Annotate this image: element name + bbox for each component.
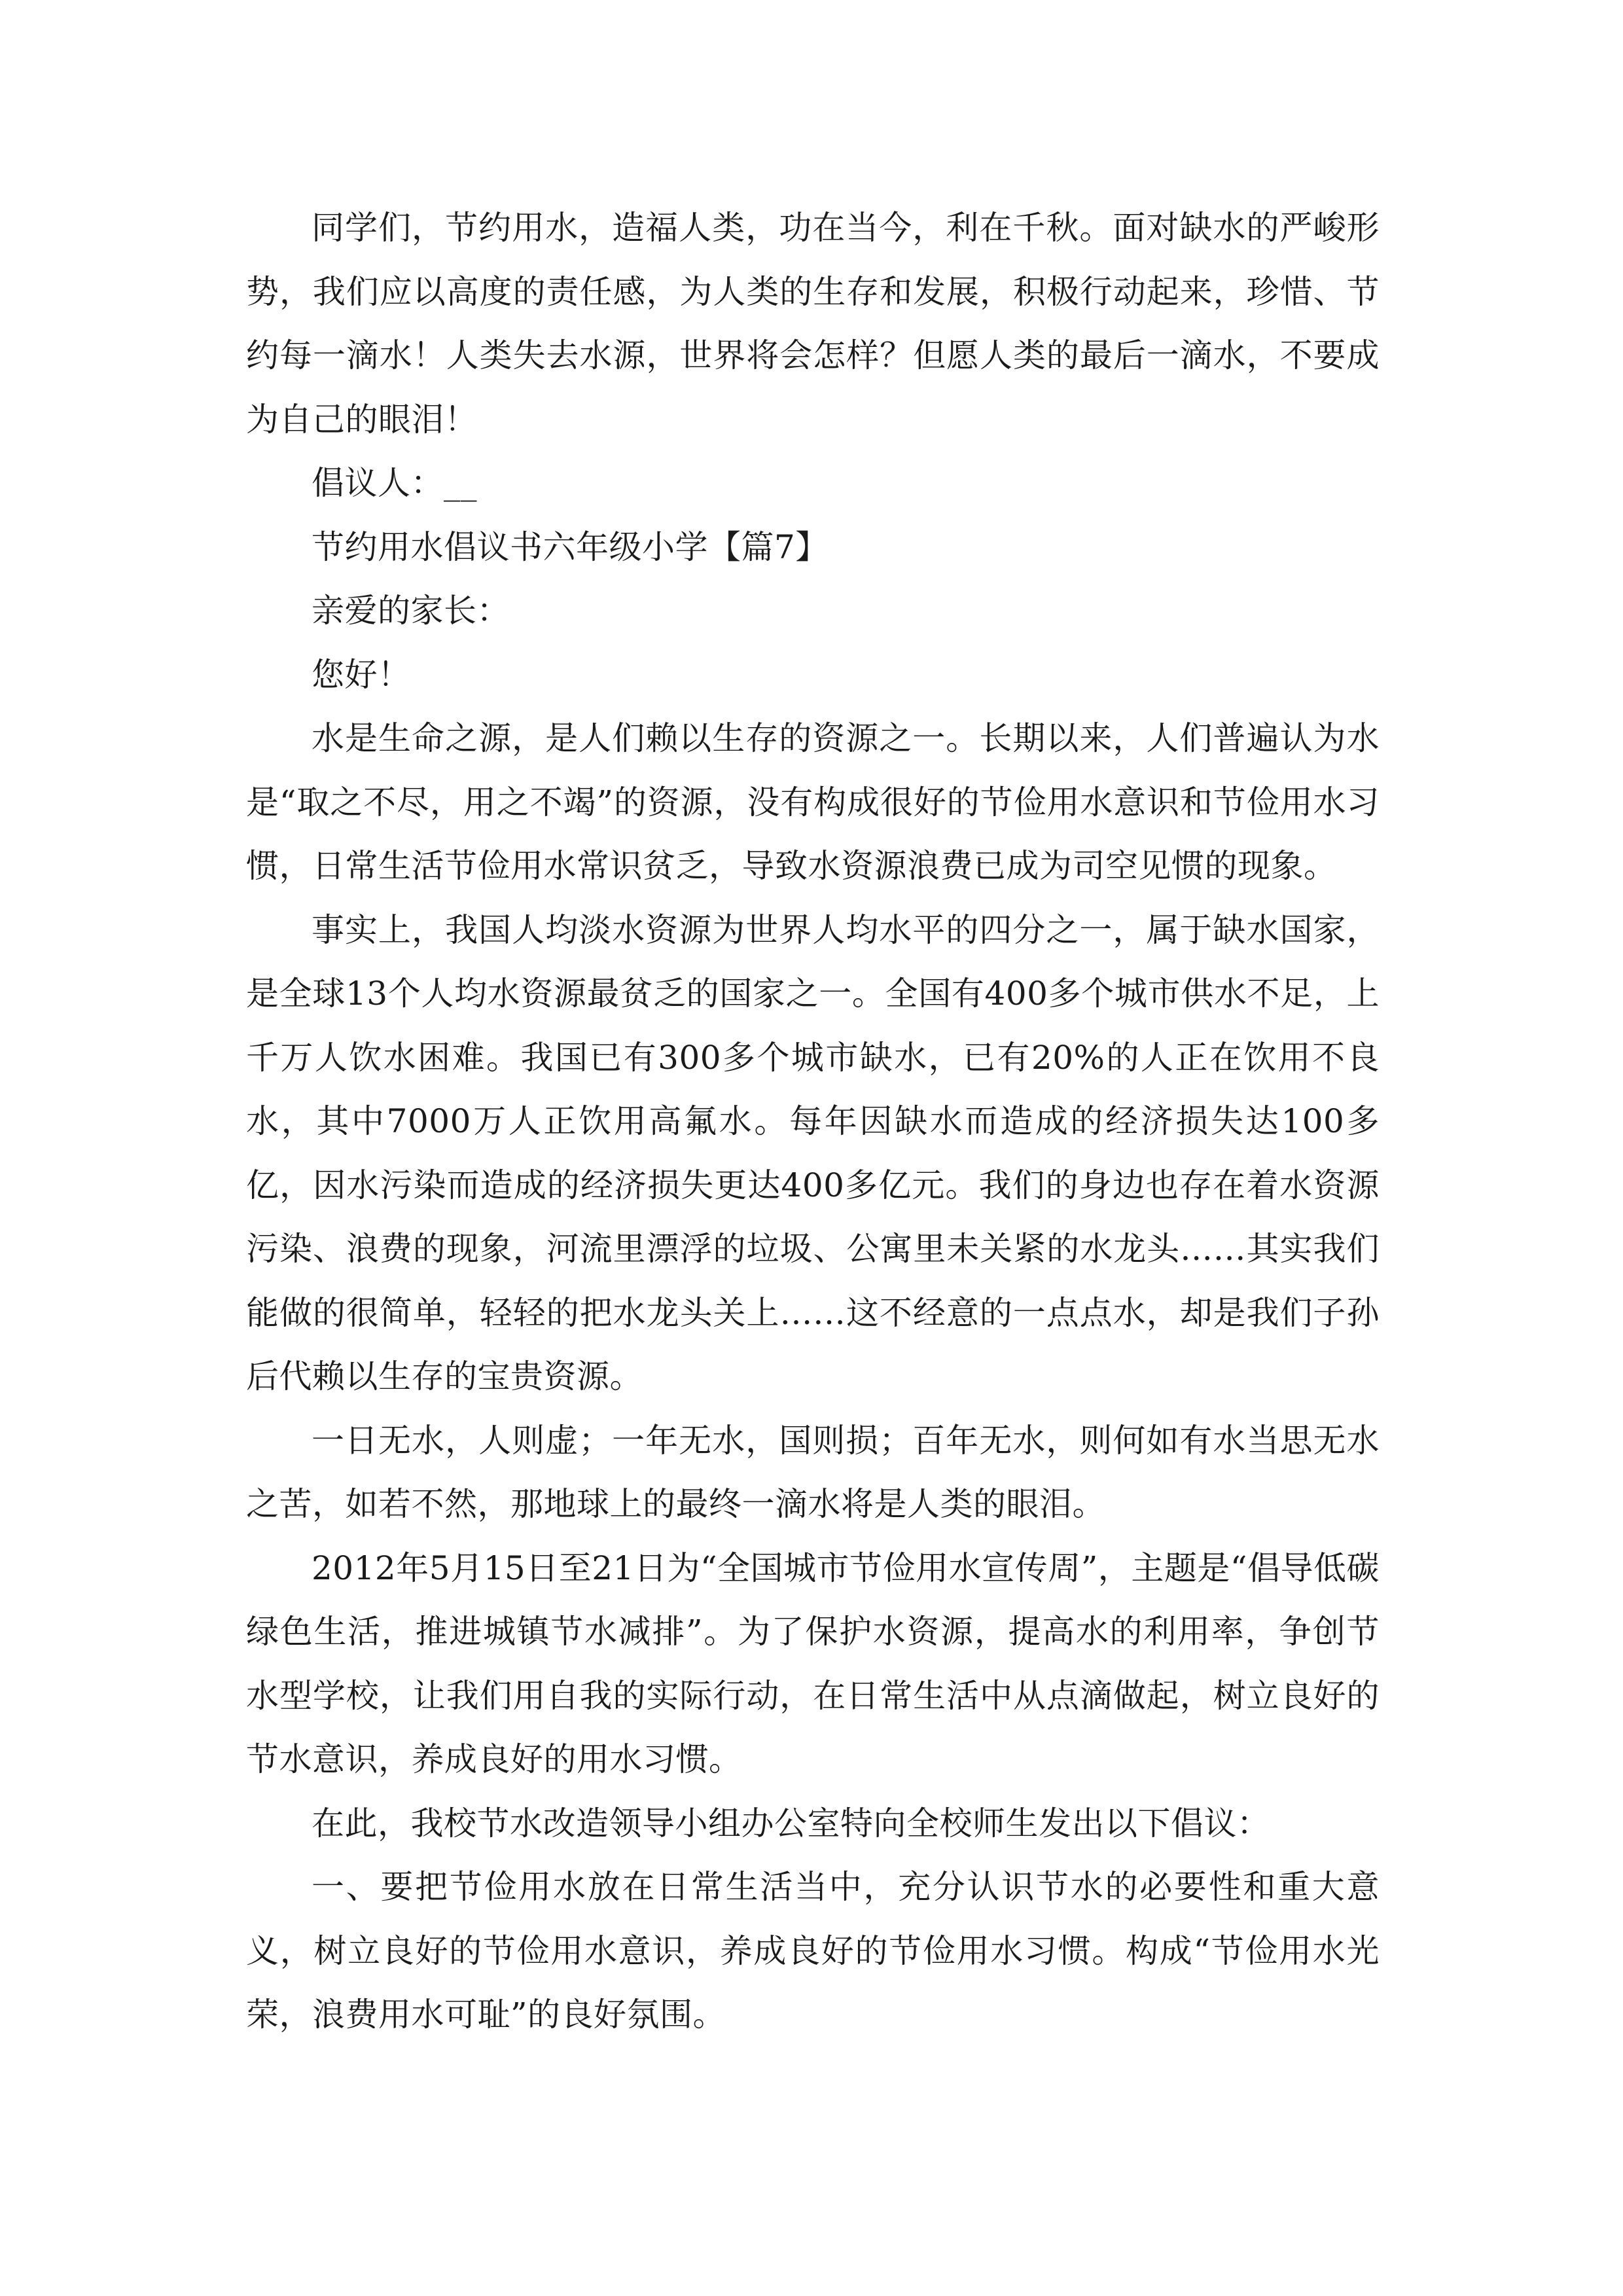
paragraph-campaign: 2012年5月15日至21日为“全国城市节俭用水宣传周”，主题是“倡导低碳绿色生活，推进城镇节水减排”。为了保护水资源，提高水的利用率，争创节水型学校，让我们用自我的实际行动，在日常生活中从点滴做起，树立良好的节水意识，养成良好的用水习惯。 xyxy=(246,1549,1380,1778)
paragraph-salutation: 亲爱的家长： xyxy=(312,592,510,630)
paragraph-proverb: 一日无水，人则虚；一年无水，国则损；百年无水，则何如有水当思无水之苦，如若不然，那地球上的最终一滴水将是人类的眼泪。 xyxy=(246,1421,1380,1523)
paragraph-signature: 倡议人：__ xyxy=(312,464,477,502)
paragraph-proposal-item-1: 一、要把节俭用水放在日常生活当中，充分认识节水的必要性和重大意义，树立良好的节俭用水意识，养成良好的节俭用水习惯。构成“节俭用水光荣，浪费用水可耻”的良好氛围。 xyxy=(246,1868,1380,2034)
paragraph-water-source: 水是生命之源，是人们赖以生存的资源之一。长期以来，人们普遍认为水是“取之不尽，用之不竭”的资源，没有构成很好的节俭用水意识和节俭用水习惯，日常生活节俭用水常识贫乏，导致水资源浪费已成为司空见惯的现象。 xyxy=(246,719,1380,885)
paragraph-closing-appeal: 同学们，节约用水，造福人类，功在当今，利在千秋。面对缺水的严峻形势，我们应以高度的责任感，为人类的生存和发展，积极行动起来，珍惜、节约每一滴水！人类失去水源，世界将会怎样？但愿人类的最后一滴水，不要成为自己的眼泪！ xyxy=(246,209,1380,439)
section-heading: 节约用水倡议书六年级小学【篇7】 xyxy=(312,528,829,566)
document-body xyxy=(246,196,1380,2047)
paragraph-proposal-intro: 在此，我校节水改造领导小组办公室特向全校师生发出以下倡议： xyxy=(312,1804,1270,1842)
paragraph-greeting: 您好！ xyxy=(312,655,411,694)
paragraph-water-facts: 事实上，我国人均淡水资源为世界人均水平的四分之一，属于缺水国家，是全球13个人均水资源最贫乏的国家之一。全国有400多个城市供水不足，上千万人饮水困难。我国已有300多个城市缺水，已有20%的人正在饮用不良水，其中7000万人正饮用高氟水。每年因缺水而造成的经济损失达100多亿，因水污染而造成的经济损失更达400多亿元。我们的身边也存在着水资源污染、浪费的现象，河流里漂浮的垃圾、公寓里未关紧的水龙头……其实我们能做的很简单，轻轻的把水龙头关上……这不经意的一点点水，却是我们子孙后代赖以生存的宝贵资源。 xyxy=(246,910,1380,1395)
